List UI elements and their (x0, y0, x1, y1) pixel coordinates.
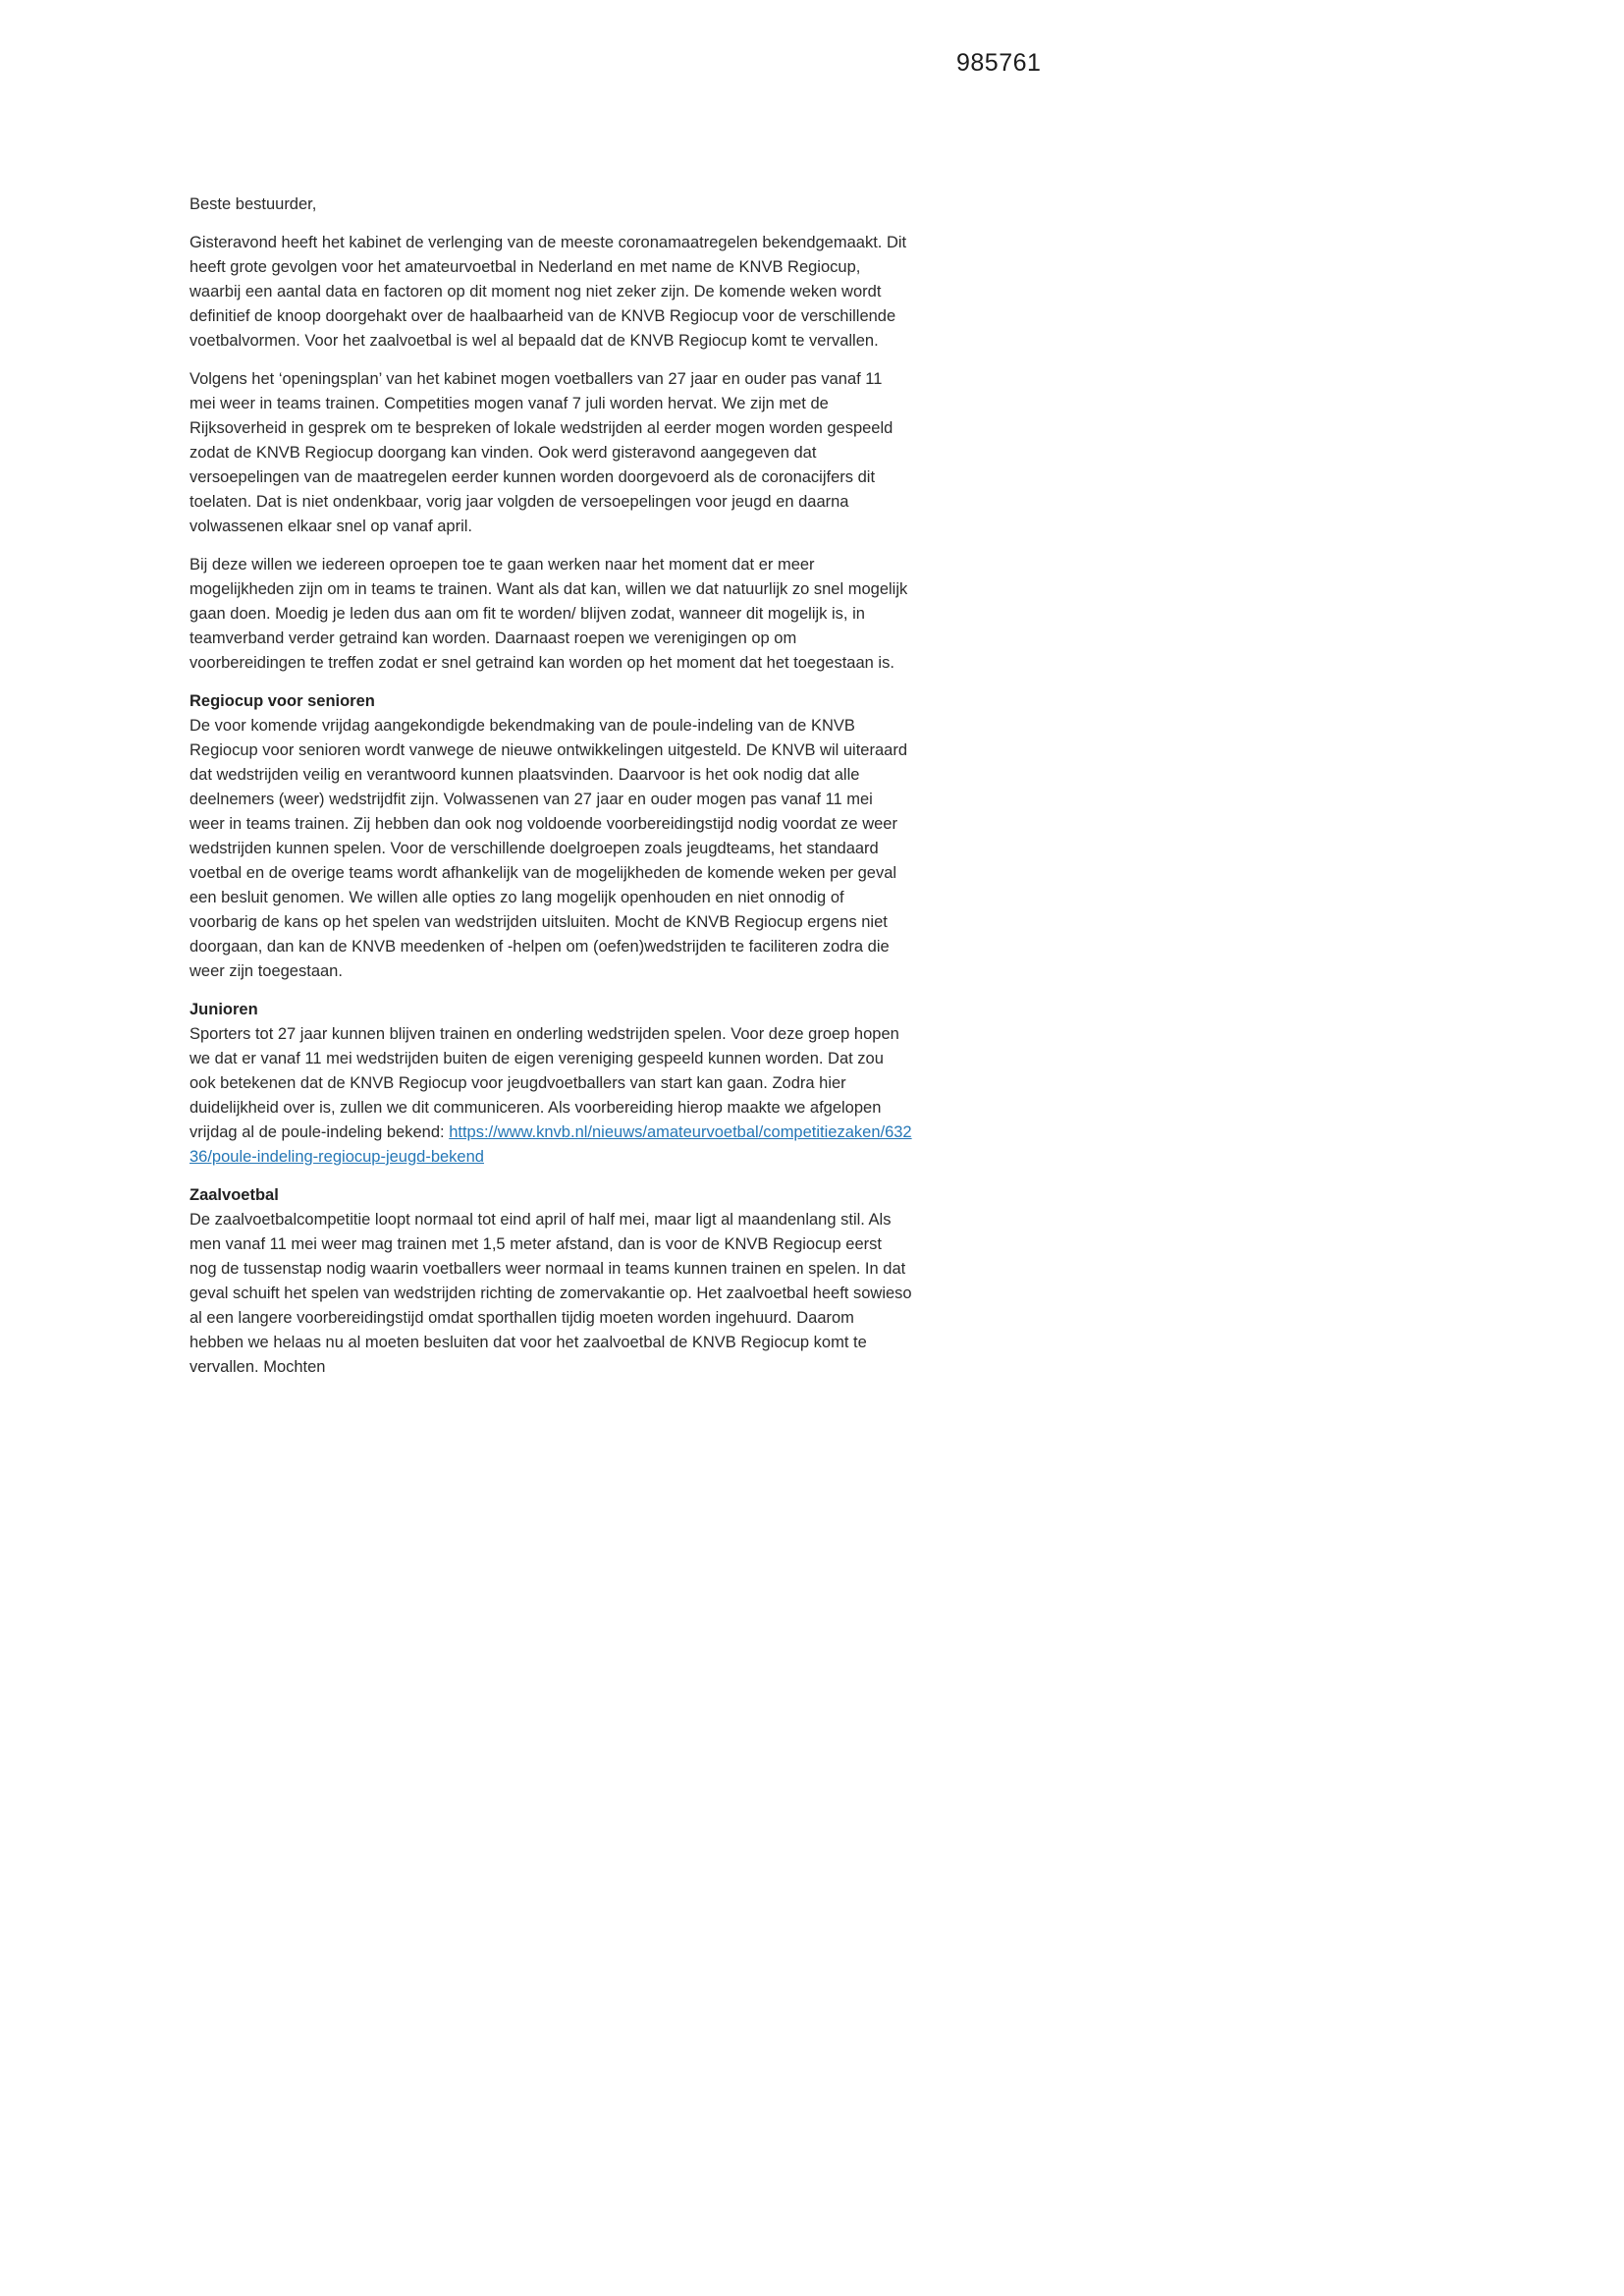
section-heading-zaalvoetbal: Zaalvoetbal (189, 1186, 279, 1204)
junioren-body-text: Sporters tot 27 jaar kunnen blijven trainen en onderling wedstrijden spelen. Voor deze groep hopen we dat er vanaf 11 mei wedstrijden buiten de eigen vereniging gespeeld kunnen worden. Dat zou ook betekenen dat de KNVB Regiocup voor jeugdvoetballers van start kan gaan. Zodra hier duidelijkheid over is, zullen we dit communiceren. Als voorbereiding hierop maakte we afgelopen vrijdag al de poule-indeling bekend: (189, 1025, 899, 1141)
page-number: 985761 (956, 49, 1042, 77)
section-heading-regiocup-senioren: Regiocup voor senioren (189, 692, 375, 710)
section-body-junioren (189, 1022, 912, 1170)
salutation: Beste bestuurder, (189, 195, 317, 213)
letter-content (189, 192, 912, 1394)
section-body-regiocup-senioren: De voor komende vrijdag aangekondigde bekendmaking van de poule-indeling van de KNVB Regiocup voor senioren wordt vanwege de nieuwe ontwikkelingen uitgesteld. De KNVB wil uiteraard dat wedstrijden veilig en verantwoord kunnen plaatsvinden. Daarvoor is het ook nodig dat alle deelnemers (weer) wedstrijdfit zijn. Volwassenen van 27 jaar en ouder mogen pas vanaf 11 mei weer in teams trainen. Zij hebben dan ook nog voldoende voorbereidingstijd nodig voordat ze weer wedstrijden kunnen spelen. Voor de verschillende doelgroepen zoals jeugdteams, het standaard voetbal en de overige teams wordt afhankelijk van de mogelijkheden de komende weken per geval een besluit genomen. We willen alle opties zo lang mogelijk openhouden en niet onnodig of voorbarig de kans op het spelen van wedstrijden uitsluiten. Mocht de KNVB Regiocup ergens niet doorgaan, dan kan de KNVB meedenken of -helpen om (oefen)wedstrijden te faciliteren zodra die weer zijn toegestaan. (189, 717, 907, 980)
section-body-zaalvoetbal: De zaalvoetbalcompetitie loopt normaal tot eind april of half mei, maar ligt al maandenlang stil. Als men vanaf 11 mei weer mag trainen met 1,5 meter afstand, dan is voor de KNVB Regiocup eerst nog de tussenstap nodig waarin voetballers weer normaal in teams kunnen trainen en spelen. In dat geval schuift het spelen van wedstrijden richting de zomervakantie op. Het zaalvoetbal heeft sowieso al een langere voorbereidingstijd omdat sporthallen tijdig moeten worden ingehuurd. Daarom hebben we helaas nu al moeten besluiten dat voor het zaalvoetbal de KNVB Regiocup komt te vervallen. Mochten (189, 1211, 912, 1376)
paragraph-corona-announcement: Gisteravond heeft het kabinet de verlenging van de meeste coronamaatregelen bekendgemaakt. Dit heeft grote gevolgen voor het amateurvoetbal in Nederland en met name de KNVB Regiocup, waarbij een aantal data en factoren op dit moment nog niet zeker zijn. De komende weken wordt definitief de knoop doorgehakt over de haalbaarheid van de KNVB Regiocup voor de verschillende voetbalvormen. Voor het zaalvoetbal is wel al bepaald dat de KNVB Regiocup komt te vervallen. (189, 234, 907, 350)
section-heading-junioren: Junioren (189, 1001, 258, 1018)
paragraph-oproep-trainen: Bij deze willen we iedereen oproepen toe te gaan werken naar het moment dat er meer mogelijkheden zijn om in teams te trainen. Want als dat kan, willen we dat natuurlijk zo snel mogelijk gaan doen. Moedig je leden dus aan om fit te worden/ blijven zodat, wanneer dit mogelijk is, in teamverband verder getraind kan worden. Daarnaast roepen we verenigingen op om voorbereidingen te treffen zodat er snel getraind kan worden op het moment dat het toegestaan is. (189, 556, 908, 672)
poule-indeling-link[interactable]: https://www.knvb.nl/nieuws/amateurvoetbal/competitiezaken/63236/poule-indeling-regiocup-jeugd-bekend (189, 1123, 912, 1166)
paragraph-openingsplan: Volgens het ‘openingsplan’ van het kabinet mogen voetballers van 27 jaar en ouder pas vanaf 11 mei weer in teams trainen. Competities mogen vanaf 7 juli worden hervat. We zijn met de Rijksoverheid in gesprek om te bespreken of lokale wedstrijden al eerder mogen worden gespeeld zodat de KNVB Regiocup doorgang kan vinden. Ook werd gisteravond aangegeven dat versoepelingen van de maatregelen eerder kunnen worden doorgevoerd als de coronacijfers dit toelaten. Dat is niet ondenkbaar, vorig jaar volgden de versoepelingen voor jeugd en daarna volwassenen elkaar snel op vanaf april. (189, 370, 893, 535)
